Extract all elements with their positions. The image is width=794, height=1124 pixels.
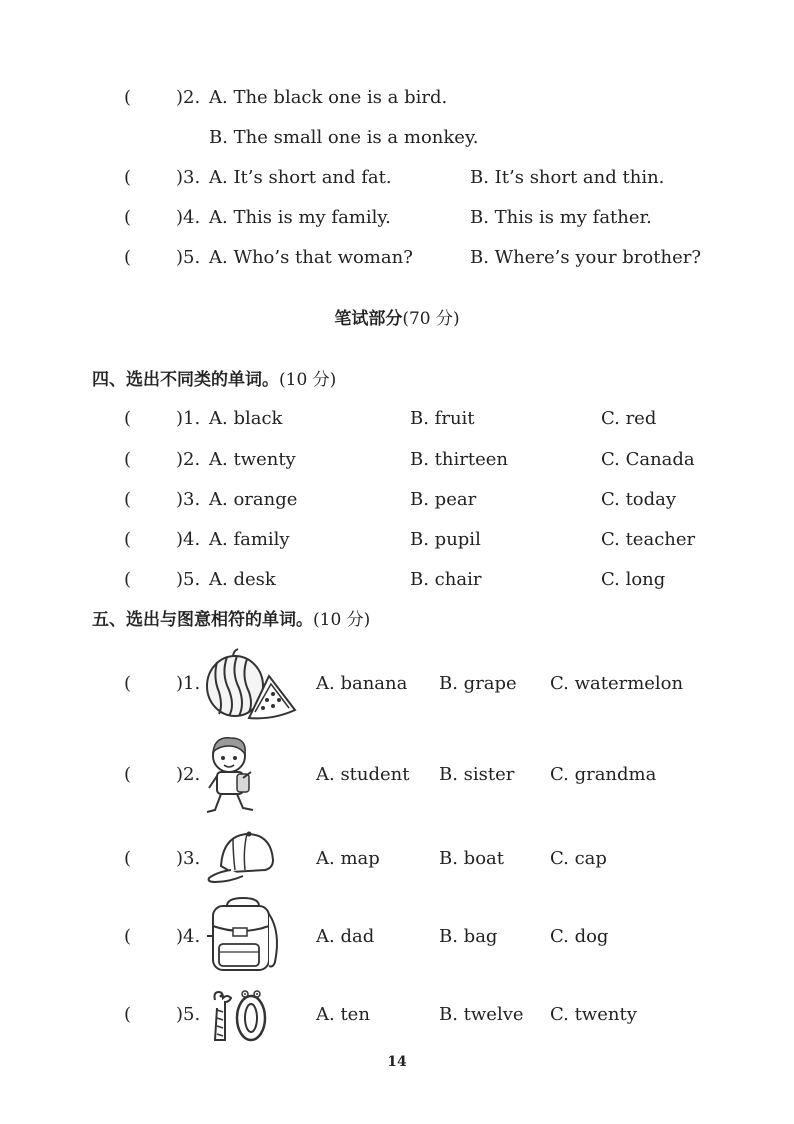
written-part-title: 笔试部分 bbox=[334, 309, 403, 329]
answer-paren: ( bbox=[124, 489, 132, 510]
written-part-score: (70 分) bbox=[402, 309, 460, 329]
answer-paren: ( bbox=[124, 408, 132, 429]
page-number: 14 bbox=[387, 1054, 407, 1070]
question-number: )1. bbox=[176, 408, 201, 429]
option-b: B. boat bbox=[439, 848, 504, 869]
option-a: A. It’s short and fat. bbox=[209, 167, 392, 188]
watermelon-picture bbox=[203, 648, 299, 720]
option-a: A. orange bbox=[209, 489, 298, 510]
section5-title: 五、选出与图意相符的单词。 bbox=[92, 610, 313, 630]
question-number: )1. bbox=[176, 673, 201, 694]
option-a: A. Who’s that woman? bbox=[209, 247, 413, 268]
option-a: A. ten bbox=[316, 1004, 370, 1025]
question-number: )3. bbox=[176, 167, 201, 188]
question-number: )2. bbox=[176, 764, 201, 785]
question-number: )3. bbox=[176, 848, 201, 869]
question-number: )5. bbox=[176, 1004, 201, 1025]
option-b: B. thirteen bbox=[410, 449, 508, 470]
answer-paren: ( bbox=[124, 673, 132, 694]
cap-picture bbox=[203, 826, 279, 886]
option-c: C. grandma bbox=[550, 764, 657, 785]
option-a: A. map bbox=[316, 848, 380, 869]
answer-paren: ( bbox=[124, 926, 132, 947]
option-c: C. Canada bbox=[601, 449, 695, 470]
answer-paren: ( bbox=[124, 529, 132, 550]
option-b: B. sister bbox=[439, 764, 515, 785]
option-a: A. student bbox=[316, 764, 410, 785]
answer-paren: ( bbox=[124, 764, 132, 785]
answer-paren: ( bbox=[124, 247, 132, 268]
option-a: A. The black one is a bird. bbox=[209, 87, 448, 108]
answer-paren: ( bbox=[124, 569, 132, 590]
answer-paren: ( bbox=[124, 449, 132, 470]
option-b: B. pear bbox=[410, 489, 477, 510]
section4-heading bbox=[92, 368, 336, 392]
option-a: A. black bbox=[209, 408, 283, 429]
option-c: C. red bbox=[601, 408, 657, 429]
option-c: C. cap bbox=[550, 848, 607, 869]
question-number: )2. bbox=[176, 449, 201, 470]
question-number: )4. bbox=[176, 529, 201, 550]
option-a: A. desk bbox=[209, 569, 276, 590]
student-picture bbox=[203, 732, 259, 818]
option-b: B. fruit bbox=[410, 408, 475, 429]
option-b: B. The small one is a monkey. bbox=[209, 127, 479, 148]
option-b: B. This is my father. bbox=[470, 207, 652, 228]
answer-paren: ( bbox=[124, 167, 132, 188]
section4-score: (10 分) bbox=[279, 370, 337, 390]
answer-paren: ( bbox=[124, 848, 132, 869]
question-number: )4. bbox=[176, 926, 201, 947]
option-b: B. chair bbox=[410, 569, 482, 590]
number-ten-picture bbox=[205, 988, 273, 1044]
option-c: C. teacher bbox=[601, 529, 696, 550]
option-c: C. long bbox=[601, 569, 666, 590]
question-number: )5. bbox=[176, 569, 201, 590]
section5-score: (10 分) bbox=[313, 610, 371, 630]
option-c: C. twenty bbox=[550, 1004, 637, 1025]
bag-picture bbox=[203, 896, 283, 976]
section5-heading bbox=[92, 608, 370, 632]
option-b: B. It’s short and thin. bbox=[470, 167, 665, 188]
answer-paren: ( bbox=[124, 87, 132, 108]
option-a: A. dad bbox=[316, 926, 375, 947]
option-b: B. Where’s your brother? bbox=[470, 247, 701, 268]
option-a: A. twenty bbox=[209, 449, 296, 470]
written-part-heading bbox=[0, 307, 794, 331]
answer-paren: ( bbox=[124, 1004, 132, 1025]
section4-title: 四、选出不同类的单词。 bbox=[92, 370, 279, 390]
option-c: C. watermelon bbox=[550, 673, 684, 694]
option-b: B. grape bbox=[439, 673, 517, 694]
option-c: C. dog bbox=[550, 926, 609, 947]
option-a: A. banana bbox=[316, 673, 408, 694]
question-number: )3. bbox=[176, 489, 201, 510]
question-number: )2. bbox=[176, 87, 201, 108]
question-number: )5. bbox=[176, 247, 201, 268]
option-b: B. bag bbox=[439, 926, 498, 947]
option-a: A. family bbox=[209, 529, 290, 550]
option-b: B. pupil bbox=[410, 529, 481, 550]
question-number: )4. bbox=[176, 207, 201, 228]
option-c: C. today bbox=[601, 489, 677, 510]
answer-paren: ( bbox=[124, 207, 132, 228]
option-a: A. This is my family. bbox=[209, 207, 391, 228]
option-b: B. twelve bbox=[439, 1004, 524, 1025]
